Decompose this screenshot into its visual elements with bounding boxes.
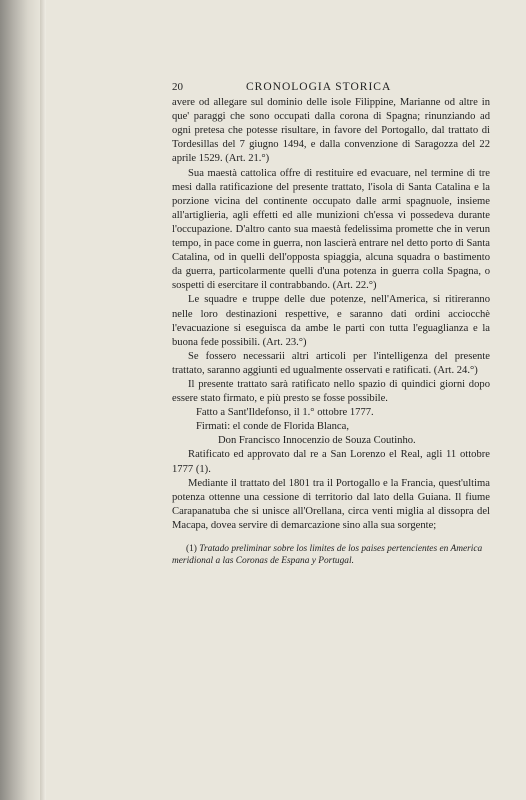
paragraph-treaty-1801: Mediante il trattato del 1801 tra il Portogallo e la Francia, quest'ultima potenza ottenne una cessione di territorio dal lato della Guiana. Il fiume Carapanatuba che si unisce all'Orellana, circa venti miglia al dissopra del Macapa, dovea servire di demarcazione sino alla sua sorgente; — [172, 477, 490, 531]
signatory-name: Don Francisco Innocenzio de Souza Coutinho. — [218, 435, 416, 447]
paragraph-4: Se fossero necessarii altri articoli per l'intelligenza del presente trattato, saranno aggiunti ed ugualmente osservati e ratificati. (Art. 24.°) — [172, 350, 490, 376]
ratification-paragraph: Ratificato ed approvato dal re a San Lorenzo el Real, agli 11 ottobre 1777 (1). — [172, 449, 490, 475]
page-number: 20 — [172, 81, 183, 93]
footnote — [172, 543, 490, 567]
signatories-line: Firmati: el conde de Florida Blanca, — [196, 421, 349, 433]
paragraph-2: Sua maestà cattolica offre di restituire ed evacuare, nel termine di tre mesi dalla ratificazione del presente trattato, l'isola di Santa Catalina e la porzione vicina del continente occupato dalle armi spagnuole, insieme all'artiglieria, agli effetti ed alle munizioni ch'essa vi possedeva durante l'occupazione. D'altro canto sua maestà fedelissima promette che in verun tempo, in pace come in guerra, non lascierà entrare nel detto porto di Santa Catalina, od in quelli dell'opposta spiaggia, alcuna squadra o bastimento da guerra, particolarmente quelli d'una potenza in guerra colla Spagna, o sospetti di esercitare il contrabbando. (Art. 22.°) — [172, 167, 490, 292]
footnote-mark: (1) — [186, 544, 197, 554]
paragraph-5: Il presente trattato sarà ratificato nello spazio di quindici giorni dopo essere stato firmato, e più presto se fosse possibile. — [172, 378, 490, 405]
book-binding-shadow — [0, 0, 40, 800]
book-page — [172, 80, 490, 567]
footnote-text: Tratado preliminar sobre los limites de los paises pertencientes en America meridional a las Coronas de Espana y Portugal. — [172, 544, 483, 566]
page-header — [172, 80, 490, 94]
page-edge — [40, 0, 46, 800]
running-head: CRONOLOGIA STORICA — [246, 81, 392, 93]
paragraph-1: avere od allegare sul dominio delle isole Filippine, Marianne od altre in que' paraggi che sono occupati dalla corona di Spagna; rinunziando ad ogni pretesa che potesse risultare, in favore del Portogallo, dal trattato di Tordesillas del 7 giugno 1494, e dalla convenzione di Saragozza del 22 aprile 1529. (Art. 21.°) — [172, 97, 490, 165]
place-date-line: Fatto a Sant'Ildefonso, il 1.° ottobre 1777. — [196, 407, 374, 419]
paragraph-3: Le squadre e truppe delle due potenze, nell'America, si ritireranno nelle loro destinazioni respettive, e saranno dati ordini acciocchè l'evacuazione si eseguisca da ambe le parti con tutta l'eguaglianza e la buona fede possibili. (Art. 23.°) — [172, 294, 490, 348]
